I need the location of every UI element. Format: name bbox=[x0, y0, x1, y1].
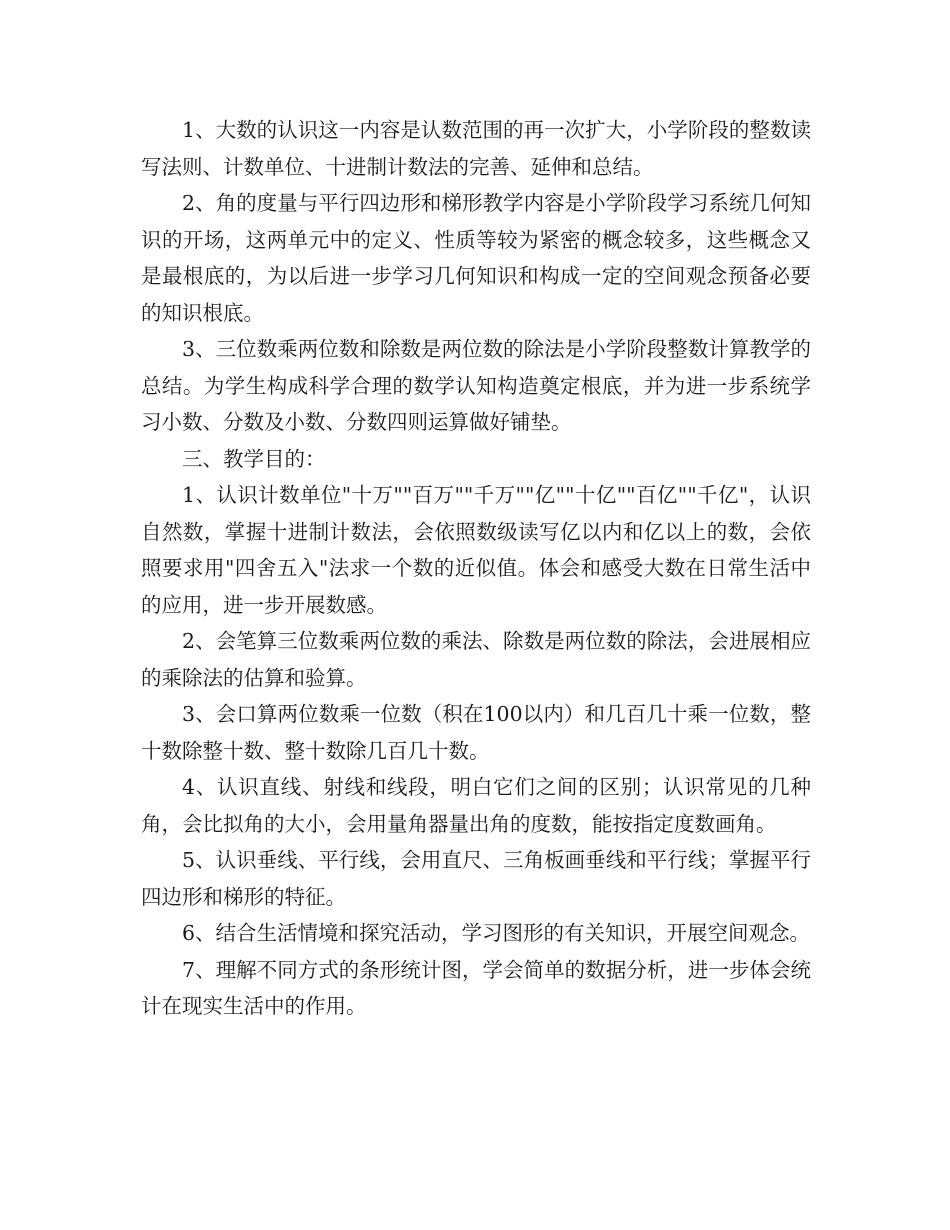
goal-item-6: 6、结合生活情境和探究活动，学习图形的有关知识，开展空间观念。 bbox=[182, 921, 811, 945]
paragraph-angles-geometry: 2、角的度量与平行四边形和梯形教学内容是小学阶段学习系统几何知识的开场，这两单元中的定义、性质等较为紧密的概念较多，这些概念又是最根底的，为以后进一步学习几何知识和构成一定的空间观念预备必要的知识根底。 bbox=[141, 191, 811, 325]
paragraph-big-numbers: 1、大数的认识这一内容是认数范围的再一次扩大，小学阶段的整数读写法则、计数单位、十进制计数法的完善、延伸和总结。 bbox=[141, 118, 811, 179]
goal-item-2: 2、会笔算三位数乘两位数的乘法、除数是两位数的除法，会进展相应的乘除法的估算和验算。 bbox=[141, 629, 811, 690]
section-heading-teaching-goals: 三、教学目的： bbox=[182, 446, 326, 471]
goal-item-5: 5、认识垂线、平行线，会用直尺、三角板画垂线和平行线；掌握平行四边形和梯形的特征。 bbox=[141, 848, 811, 909]
document-body bbox=[141, 112, 811, 1025]
paragraph-multiplication-division: 3、三位数乘两位数和除数是两位数的除法是小学阶段整数计算教学的总结。为学生构成科学合理的数学认知构造奠定根底，并为进一步系统学习小数、分数及小数、分数四则运算做好铺垫。 bbox=[141, 337, 811, 434]
goal-item-7: 7、理解不同方式的条形统计图，学会简单的数据分析，进一步体会统计在现实生活中的作用。 bbox=[141, 957, 811, 1018]
goal-item-3: 3、会口算两位数乘一位数（积在100以内）和几百几十乘一位数，整十数除整十数、整十数除几百几十数。 bbox=[141, 702, 811, 763]
goal-item-4: 4、认识直线、射线和线段，明白它们之间的区别；认识常见的几种角，会比拟角的大小，会用量角器量出角的度数，能按指定度数画角。 bbox=[141, 775, 811, 836]
goal-item-1: 1、认识计数单位"十万""百万""千万""亿""十亿""百亿""千亿"，认识自然数，掌握十进制计数法，会依照数级读写亿以内和亿以上的数，会依照要求用"四舍五入"法求一个数的近似值。体会和感受大数在日常生活中的应用，进一步开展数感。 bbox=[141, 483, 811, 617]
